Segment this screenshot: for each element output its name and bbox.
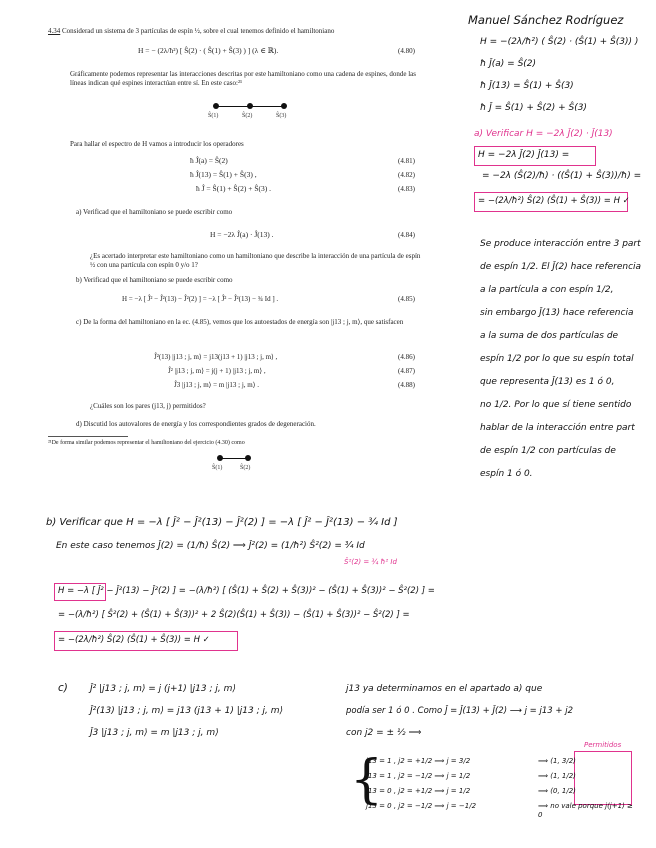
part-c-text-1: j13 ya determinamos en el apartado a) que <box>346 684 543 694</box>
verify-b-title: b) Verificar que H = −λ [ Ĵ² − Ĵ²(13) − Ĵ²(2) ] = −λ [ Ĵ² − Ĵ²(13) − ¾ Id ] <box>46 517 398 528</box>
explanation-line-8: no 1/2. Por lo que sí tiene sentido <box>480 400 632 410</box>
case-4-pair: ⟹ no vale porque j(j+1) ≥ 0 <box>538 802 633 819</box>
allowed-box <box>574 751 632 805</box>
explanation-line-2: de espín 1/2. El Ĵ(2) hace referencia <box>480 262 642 272</box>
case-2-pair: ⟹ (1, 1/2) <box>538 772 576 780</box>
eqno-4-84: (4.84) <box>398 231 415 239</box>
def-j13: ħ Ĵ(13) = Ŝ(1) + Ŝ(3) <box>480 81 574 91</box>
part-c-eq-2: Ĵ²(13) |j13 ; j, m⟩ = j13 (j13 + 1) |j13 ; j, m⟩ <box>90 706 283 716</box>
case-1-pair: ⟹ (1, 3/2) <box>538 757 576 765</box>
equation-4-82: ħ Ĵ(13) = Ŝ(1) + Ŝ(3) , <box>190 170 257 179</box>
spin-dot-2 <box>247 103 253 109</box>
part-d-text: d) Discutid los autovalores de energía y los correspondientes grados de degeneración. <box>76 420 316 428</box>
verify-b-note: Ŝ²(2) = ¾ ħ² Id <box>344 558 397 566</box>
explanation-line-9: hablar de la interacción entre part <box>480 423 635 433</box>
footnote-label-1: Ŝ(1) <box>212 465 223 471</box>
eqno-4-81: (4.81) <box>398 157 415 165</box>
footnote-dot-1 <box>217 455 223 461</box>
footnote-chain-line <box>220 458 248 459</box>
explanation-line-11: espín 1 ó 0. <box>480 469 533 479</box>
footnote-label-2: Ŝ(2) <box>240 465 251 471</box>
equation-4-84: H = −2λ Ĵ(a) · Ĵ(13) . <box>210 230 274 239</box>
part-c-text: c) De la forma del hamiltoniano en la ec. (4.85), vemos que los autoestados de energía son |j13 ; j, m⟩, que satisfacen <box>76 318 404 326</box>
case-4-text: j13 = 0 , j2 = −1/2 ⟹ j = −1/2 <box>366 802 477 810</box>
equation-4-86: Ĵ²(13) |j13 ; j, m⟩ = j13(j13 + 1) |j13 ; j, m⟩ , <box>154 353 278 361</box>
eqno-4-80: (4.80) <box>398 47 415 55</box>
explanation-line-10: de espín 1/2 con partículas de <box>480 446 616 456</box>
explanation-line-5: a la suma de dos partículas de <box>480 331 619 341</box>
spin-label-2: Ŝ(2) <box>242 113 253 119</box>
eqno-4-87: (4.87) <box>398 367 415 375</box>
case-brace: { <box>350 750 384 810</box>
equation-4-80: H = − (2λ/ħ²) [ Ŝ(2) · ( Ŝ(1) + Ŝ(3) ) ] (λ ∈ ℝ). <box>138 46 279 55</box>
footnote-separator <box>48 436 128 437</box>
spin-dot-3 <box>281 103 287 109</box>
equation-4-83: ħ Ĵ = Ŝ(1) + Ŝ(2) + Ŝ(3) . <box>196 184 271 193</box>
spin-label-1: Ŝ(1) <box>208 113 219 119</box>
author-name: Manuel Sánchez Rodríguez <box>468 13 624 27</box>
verify-a-line-2: = −2λ (Ŝ(2)/ħ) · ((Ŝ(1) + Ŝ(3))/ħ) = <box>482 171 642 181</box>
explanation-line-4: sin embargo Ĵ(13) hace referencia <box>480 308 634 318</box>
case-3-pair: ⟹ (0, 1/2) <box>538 787 576 795</box>
explanation-line-1: Se produce interacción entre 3 part <box>480 239 641 249</box>
eqno-4-85: (4.85) <box>398 295 415 303</box>
explanation-line-7: que representa Ĵ(13) es 1 ó 0, <box>480 377 615 387</box>
allowed-label: Permitidos <box>584 741 622 749</box>
part-b-text: b) Verificad que el hamiltoniano se puede escribir como <box>76 276 233 284</box>
question-a: ¿Es acertado interpretar este hamiltoniano como un hamiltoniano que describe la interacción de una partícula de espín ½ con una partícula con espín 0 y/o 1? <box>90 252 421 269</box>
case-2-text: j13 = 1 , j2 = −1/2 ⟹ j = 1/2 <box>366 772 471 780</box>
verify-b-case: En este caso tenemos Ĵ(2) = (1/ħ) Ŝ(2) ⟹ Ĵ²(2) = (1/ħ²) Ŝ²(2) = ¾ Id <box>56 541 365 551</box>
explanation-line-3: a la partícula a con espín 1/2, <box>480 285 614 295</box>
spin-dot-1 <box>213 103 219 109</box>
eqno-4-83: (4.83) <box>398 185 415 193</box>
equation-4-85: H = −λ [ Ĵ² − Ĵ²(13) − Ĵ²(2) ] = −λ [ Ĵ² − Ĵ²(13) − ¾ Id ] . <box>122 295 279 303</box>
def-j2: ħ Ĵ(a) = Ŝ(2) <box>480 59 537 69</box>
verify-b-line-1: H = −λ [ Ĵ² − Ĵ²(13) − Ĵ²(2) ] = −(λ/ħ²) [ (Ŝ(1) + Ŝ(2) + Ŝ(3))² − (Ŝ(1) + Ŝ(3))² − Ŝ²(2) ] = <box>58 586 435 596</box>
def-hamiltonian: H = −(2λ/ħ²) ( Ŝ(2) · (Ŝ(1) + Ŝ(3)) ) <box>480 37 639 47</box>
part-c-eq-3: Ĵ3 |j13 ; j, m⟩ = m |j13 ; j, m⟩ <box>90 728 219 738</box>
part-a-text: a) Verificad que el hamiltoniano se puede escribir como <box>76 208 233 216</box>
verify-a-title: a) Verificar H = −2λ Ĵ(2) · Ĵ(13) <box>474 129 613 139</box>
part-c-text-2: podía ser 1 ó 0 . Como Ĵ = Ĵ(13) + Ĵ(2) ⟶ j = j13 + j2 <box>346 706 573 716</box>
verify-a-line-1: H = −2λ Ĵ(2) Ĵ(13) = <box>478 150 570 160</box>
part-c-text-3: con j2 = ± ½ ⟹ <box>346 728 422 738</box>
operators-intro: Para hallar el espectro de H vamos a introducir los operadores <box>70 140 244 148</box>
footnote-dot-2 <box>245 455 251 461</box>
equation-4-88: Ĵ3 |j13 ; j, m⟩ = m |j13 ; j, m⟩ . <box>174 381 259 389</box>
equation-4-81: ħ Ĵ(a) = Ŝ(2) <box>190 156 228 165</box>
verify-a-line-3: = −(2λ/ħ²) Ŝ(2) (Ŝ(1) + Ŝ(3)) = H ✓ <box>478 196 630 206</box>
spin-label-3: Ŝ(3) <box>276 113 287 119</box>
part-c-eq-1: Ĵ² |j13 ; j, m⟩ = j (j+1) |j13 ; j, m⟩ <box>90 684 236 694</box>
exercise-number: 4.34 <box>48 27 61 35</box>
exercise-intro: Considerad un sistema de 3 partículas de espín ½, sobre el cual tenemos definido el hamiltoniano <box>62 27 335 35</box>
eqno-4-86: (4.86) <box>398 353 415 361</box>
footnote: ²¹De forma similar podemos representar el hamiltoniano del ejercicio (4.30) como <box>48 440 245 446</box>
case-3-text: j13 = 0 , j2 = +1/2 ⟹ j = 1/2 <box>366 787 471 795</box>
case-1-text: j13 = 1 , j2 = +1/2 ⟹ j = 3/2 <box>366 757 471 765</box>
eqno-4-88: (4.88) <box>398 381 415 389</box>
explanation-line-6: espín 1/2 por lo que su espín total <box>480 354 634 364</box>
graphic-text: Gráficamente podemos representar las interacciones descritas por este hamiltoniano como una cadena de espines, donde las líneas indican qué espines interactúan entre sí. En este caso:²¹ <box>70 70 416 87</box>
part-c-label: c) <box>58 682 68 694</box>
verify-b-line-2: = −(λ/ħ²) [ Ŝ²(2) + (Ŝ(1) + Ŝ(3))² + 2 Ŝ(2)(Ŝ(1) + Ŝ(3)) − (Ŝ(1) + Ŝ(3))² − Ŝ²(2) ] = <box>58 610 410 620</box>
question-c: ¿Cuáles son los pares (j13, j) permitidos? <box>90 402 206 410</box>
equation-4-87: Ĵ² |j13 ; j, m⟩ = j(j + 1) |j13 ; j, m⟩ , <box>168 367 266 375</box>
verify-b-line-3: = −(2λ/ħ²) Ŝ(2) (Ŝ(1) + Ŝ(3)) = H ✓ <box>58 635 210 645</box>
eqno-4-82: (4.82) <box>398 171 415 179</box>
def-j-total: ħ Ĵ = Ŝ(1) + Ŝ(2) + Ŝ(3) <box>480 103 587 113</box>
